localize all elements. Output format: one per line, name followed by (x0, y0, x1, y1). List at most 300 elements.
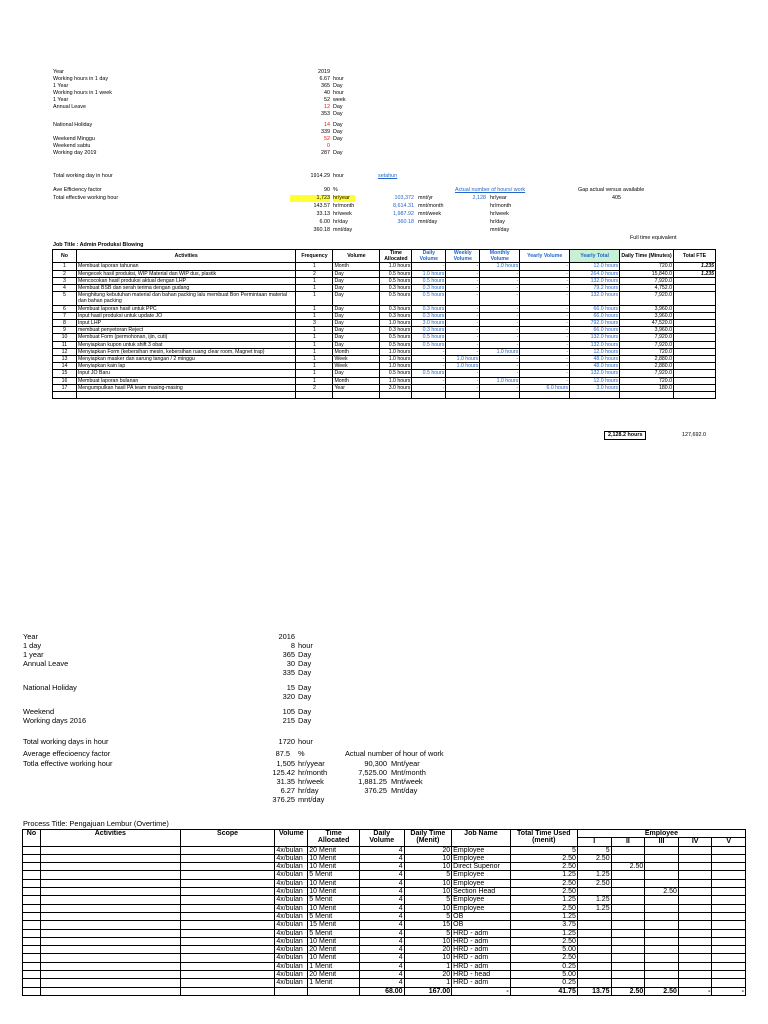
param-label: Weekend (23, 707, 55, 716)
cell-yt: 48.0 hours (570, 356, 620, 363)
cell-no: 5 (53, 292, 77, 305)
cell-e4 (678, 929, 712, 937)
cell-tt: 2.50 (510, 888, 577, 896)
cell-dv: 4 (359, 912, 404, 920)
cell-dt: 10 (404, 863, 452, 871)
cell-vol: 4x/bulan (275, 937, 308, 945)
cell-e4 (678, 954, 712, 962)
cell-e5 (712, 929, 746, 937)
cell-w: - (446, 305, 480, 312)
cell-e1 (577, 954, 611, 962)
column-header: No (53, 250, 77, 263)
cell-vol: 4x/bulan (275, 954, 308, 962)
cell-e1: 2.50 (577, 879, 611, 887)
param-label: Weekend sabtu (53, 143, 91, 149)
cell-yt: 66.0 hours (570, 312, 620, 319)
table-row (53, 377, 716, 384)
cell-empty (40, 904, 180, 912)
actual-hours-label: Actual number of hours/ work (455, 187, 526, 193)
param-label: Total working day in hour (53, 173, 113, 179)
cell-d: - (412, 384, 446, 391)
cell-e4 (678, 937, 712, 945)
cell-d: 0.5 hours (412, 341, 446, 348)
cell-dt: 10 (404, 954, 452, 962)
cell-t: 0.5 hours (380, 370, 412, 377)
cell-vol: Day (333, 370, 380, 377)
cell-empty (180, 979, 275, 987)
cell-job: Employee (452, 896, 511, 904)
actual-unit: hr/month (490, 203, 512, 209)
cell-dt: 20 (404, 946, 452, 954)
param-value: 6.67 (319, 76, 330, 82)
cell-t: 0.5 hours (380, 341, 412, 348)
cell-empty (180, 846, 275, 854)
cell-e4 (678, 871, 712, 879)
cell-fte: 1.235 (673, 263, 715, 270)
cell-e2 (611, 879, 645, 887)
cell-empty (333, 392, 380, 399)
gap-label: Gap actual versus available (578, 187, 645, 193)
param-unit: hour (298, 641, 313, 650)
param-label: 1 year (23, 650, 44, 659)
param-value: 30 (286, 659, 295, 668)
overtime-table (22, 829, 746, 996)
cell-no: 17 (53, 384, 77, 391)
cell-yt: 12.0 hours (570, 263, 620, 270)
cell-e5 (712, 879, 746, 887)
cell-fte (673, 363, 715, 370)
cell-tt: 2.50 (510, 879, 577, 887)
actual-unit: hr/day (490, 219, 505, 225)
cell-no: 14 (53, 363, 77, 370)
effective-unit: hr/day (333, 219, 348, 225)
cell-vol: 4x/bulan (275, 879, 308, 887)
effective-unit: mnt/day (298, 795, 325, 804)
cell-w: - (446, 384, 480, 391)
param-value: 52 (324, 136, 330, 142)
cell-dv: 4 (359, 863, 404, 871)
cell-t: 1.0 hours (380, 363, 412, 370)
table-row (23, 954, 746, 962)
cell-y: - (520, 327, 570, 334)
cell-w: 1.0 hours (446, 356, 480, 363)
cell-no: 8 (53, 320, 77, 327)
cell-act: Input JO Baru (76, 370, 296, 377)
cell-yt: 132.0 hours (570, 370, 620, 377)
effective-unit: hr/week (333, 211, 352, 217)
col-no: No (23, 830, 41, 847)
cell-m: 1.0 hours (480, 377, 520, 384)
param-value: 0 (327, 143, 330, 149)
minutes-unit: mnt/day (418, 219, 438, 225)
total-emp-1: 13.75 (577, 987, 611, 995)
cell-d: 0.3 hours (412, 327, 446, 334)
cell-e3 (645, 937, 679, 945)
cell-d: - (412, 263, 446, 270)
total-emp-5: - (712, 987, 746, 995)
avg-efficiency-label: Average effecioency factor (23, 749, 111, 758)
col-daily-volume: Daily Volume (359, 830, 404, 847)
cell-empty (23, 854, 41, 862)
cell-dv: 4 (359, 946, 404, 954)
total-daily-volume: 68.00 (359, 987, 404, 995)
cell-e2 (611, 979, 645, 987)
actual-unit: hr/week (490, 211, 509, 217)
cell-e3 (645, 921, 679, 929)
cell-vol: 4x/bulan (275, 863, 308, 871)
effective-value: 360.18 (313, 227, 330, 233)
cell-m: - (480, 370, 520, 377)
cell-vol: Month (333, 377, 380, 384)
cell-e3: 2.50 (645, 888, 679, 896)
cell-e3 (645, 904, 679, 912)
table-row (23, 946, 746, 954)
cell-empty (180, 896, 275, 904)
cell-f: 1 (296, 327, 333, 334)
cell-y: 6.0 hours (520, 384, 570, 391)
cell-empty (180, 871, 275, 879)
cell-e4 (678, 904, 712, 912)
cell-dv: 4 (359, 896, 404, 904)
total-time-used: 41.75 (510, 987, 577, 995)
cell-empty (296, 392, 333, 399)
cell-vol: Month (333, 348, 380, 355)
cell-empty (76, 392, 296, 399)
col-volume: Volume (275, 830, 308, 847)
cell-tt: 1.25 (510, 929, 577, 937)
cell-dt: 15 (404, 921, 452, 929)
cell-e1 (577, 912, 611, 920)
cell-fte (673, 285, 715, 292)
cell-t: 1.0 hours (380, 377, 412, 384)
cell-dt: 5 (404, 896, 452, 904)
cell-w: - (446, 292, 480, 305)
total-emp-4: - (678, 987, 712, 995)
cell-e4 (678, 912, 712, 920)
cell-e3 (645, 879, 679, 887)
cell-e5 (712, 921, 746, 929)
cell-e5 (712, 954, 746, 962)
cell-w: 1.0 hours (446, 363, 480, 370)
cell-e5 (712, 863, 746, 871)
cell-dt: 7,920.0 (620, 334, 674, 341)
cell-no: 2 (53, 270, 77, 277)
cell-fte (673, 348, 715, 355)
col-activities: Activities (40, 830, 180, 847)
cell-empty (180, 904, 275, 912)
table-row (23, 971, 746, 979)
cell-e2 (611, 904, 645, 912)
minutes-value: 360.18 (397, 219, 414, 225)
total-emp-3: 2.50 (645, 987, 679, 995)
column-header: Frequency (296, 250, 333, 263)
cell-act: Menyiapkan kupon untuk shift 3 obat (76, 341, 296, 348)
cell-job: HRD - head (452, 971, 511, 979)
cell-m: - (480, 363, 520, 370)
cell-e1 (577, 921, 611, 929)
cell-time: 20 Menit (308, 946, 360, 954)
cell-t: 0.3 hours (380, 327, 412, 334)
cell-y: - (520, 356, 570, 363)
cell-job: Direct Superior (452, 863, 511, 871)
cell-e5 (712, 846, 746, 854)
cell-f: 1 (296, 277, 333, 284)
cell-e2 (611, 871, 645, 879)
cell-e1 (577, 946, 611, 954)
cell-t: 0.3 hours (380, 305, 412, 312)
cell-empty (180, 879, 275, 887)
cell-empty (23, 921, 41, 929)
total-daily-time: 167.00 (404, 987, 452, 995)
cell-act: Membuat laporan tahunan (76, 263, 296, 270)
cell-fte (673, 377, 715, 384)
param-unit: Day (333, 122, 343, 128)
cell-e1 (577, 971, 611, 979)
param-unit: Day (298, 707, 312, 716)
cell-act: Membuat Form (permohonan, ijin, cuti) (76, 334, 296, 341)
cell-time: 10 Menit (308, 954, 360, 962)
cell-t: 1.0 hours (380, 348, 412, 355)
cell-empty (180, 863, 275, 871)
table-row (23, 921, 746, 929)
table-row (53, 263, 716, 270)
cell-dv: 4 (359, 921, 404, 929)
cell-vol: 4x/bulan (275, 846, 308, 854)
totals-row (23, 987, 746, 995)
param-label: Working day 2019 (53, 150, 97, 156)
cell-job: HRD - adm (452, 962, 511, 970)
minutes-unit: mnt/week (418, 211, 442, 217)
cell-no: 7 (53, 312, 77, 319)
param-value: 14 (324, 122, 330, 128)
cell-empty (23, 879, 41, 887)
cell-vol: 4x/bulan (275, 946, 308, 954)
cell-e5 (712, 962, 746, 970)
cell-dt: 10 (404, 888, 452, 896)
cell-t: 0.3 hours (380, 312, 412, 319)
actual-hours-work-label: Actual number of hour of work (345, 749, 444, 758)
cell-dt: 10 (404, 904, 452, 912)
cell-m: - (480, 285, 520, 292)
cell-dt: 180.0 (620, 384, 674, 391)
cell-e1: 5 (577, 846, 611, 854)
param-label: 1 day (23, 641, 42, 650)
cell-f: 1 (296, 356, 333, 363)
cell-no: 16 (53, 377, 77, 384)
cell-vol: Week (333, 356, 380, 363)
cell-act: Membuat laporan bulanan (76, 377, 296, 384)
cell-e2 (611, 846, 645, 854)
cell-m: 1.0 hours (480, 263, 520, 270)
effective-unit: mnt/day (333, 227, 353, 233)
cell-y: - (520, 363, 570, 370)
cell-empty (23, 863, 41, 871)
cell-empty (23, 888, 41, 896)
cell-empty (570, 392, 620, 399)
actual-value: 1,881.25 (358, 777, 387, 786)
cell-e2 (611, 888, 645, 896)
cell-dv: 4 (359, 979, 404, 987)
cell-m: - (480, 320, 520, 327)
col-job-name: Job Name (452, 830, 511, 847)
actual-unit: mnt/day (490, 227, 510, 233)
column-header: Daily Volume (412, 250, 446, 263)
cell-dv: 4 (359, 846, 404, 854)
cell-vol: Day (333, 327, 380, 334)
cell-tt: 3.75 (510, 921, 577, 929)
param-value: 320 (282, 692, 295, 701)
cell-empty (40, 863, 180, 871)
total-emp-2: 2.50 (611, 987, 645, 995)
cell-y: - (520, 377, 570, 384)
table-row (23, 854, 746, 862)
cell-e2 (611, 937, 645, 945)
cell-empty (23, 962, 41, 970)
cell-e4 (678, 863, 712, 871)
cell-d: 1.0 hours (412, 270, 446, 277)
param-value: 12 (324, 104, 330, 110)
cell-y: - (520, 370, 570, 377)
minutes-value: 103,372 (394, 195, 414, 201)
effective-value: 125.42 (272, 768, 295, 777)
cell-d: - (412, 363, 446, 370)
column-header: Yearly Total (570, 250, 620, 263)
cell-e5 (712, 896, 746, 904)
cell-empty (40, 846, 180, 854)
param-unit: hour (333, 76, 344, 82)
cell-w: - (446, 327, 480, 334)
param-unit: Day (298, 659, 312, 668)
cell-vol: Day (333, 320, 380, 327)
table-row (23, 929, 746, 937)
table-row (53, 341, 716, 348)
cell-yt: 48.0 hours (570, 363, 620, 370)
cell-e4 (678, 962, 712, 970)
cell-t: 1.0 hours (380, 320, 412, 327)
cell-time: 10 Menit (308, 937, 360, 945)
cell-tt: 1.25 (510, 871, 577, 879)
column-header: Total FTE (673, 250, 715, 263)
param-value: 15 (286, 683, 295, 692)
param-unit: Day (298, 716, 312, 725)
cell-empty (23, 904, 41, 912)
cell-act: Input LHP (76, 320, 296, 327)
cell-w: - (446, 270, 480, 277)
table-row (53, 356, 716, 363)
param-value: 215 (282, 716, 295, 725)
actual-unit: Mnt/week (391, 777, 423, 786)
cell-w: - (446, 277, 480, 284)
cell-empty (520, 392, 570, 399)
param-value: 339 (321, 129, 330, 135)
cell-empty (412, 392, 446, 399)
cell-tt: 5.00 (510, 971, 577, 979)
cell-time: 5 Menit (308, 929, 360, 937)
cell-time: 20 Menit (308, 846, 360, 854)
cell-dt: 4,752.0 (620, 285, 674, 292)
cell-y: - (520, 348, 570, 355)
cell-e5 (712, 888, 746, 896)
cell-dv: 4 (359, 937, 404, 945)
param-unit: Day (333, 150, 343, 156)
cell-dt: 7,920.0 (620, 277, 674, 284)
cell-yt: 3.0 hours (570, 384, 620, 391)
cell-f: 3 (296, 320, 333, 327)
cell-vol: 4x/bulan (275, 962, 308, 970)
param-label: Year (23, 632, 38, 641)
column-header: Weekly Volume (446, 250, 480, 263)
cell-no: 10 (53, 334, 77, 341)
cell-time: 5 Menit (308, 912, 360, 920)
cell-dt: 3,960.0 (620, 305, 674, 312)
cell-fte (673, 356, 715, 363)
cell-empty (23, 846, 41, 854)
cell-act: Membuat BSB dan serah terima dengan gudang (76, 285, 296, 292)
cell-job: HRD - adm (452, 929, 511, 937)
cell-vol: 4x/bulan (275, 854, 308, 862)
cell-f: 1 (296, 285, 333, 292)
cell-act: Menyiapkan Form (kebersihan mesin, kebersihan ruang clear room, Magnet trap) (76, 348, 296, 355)
cell-m: - (480, 292, 520, 305)
activity-table (52, 249, 716, 399)
cell-time: 10 Menit (308, 863, 360, 871)
cell-m: - (480, 312, 520, 319)
effective-value: 33.13 (316, 211, 330, 217)
cell-fte (673, 327, 715, 334)
cell-empty (23, 946, 41, 954)
minutes-unit: mnt/month (418, 203, 444, 209)
cell-vol: Week (333, 363, 380, 370)
cell-w: - (446, 377, 480, 384)
cell-empty (23, 937, 41, 945)
cell-empty (40, 912, 180, 920)
cell-no: 11 (53, 341, 77, 348)
cell-time: 10 Menit (308, 888, 360, 896)
effective-unit: hr/week (298, 777, 324, 786)
cell-vol: Day (333, 312, 380, 319)
cell-tt: 1.25 (510, 912, 577, 920)
cell-act: membuat penyetoran Reject (76, 327, 296, 334)
effective-value: 1,723 (290, 195, 330, 202)
cell-vol: 4x/bulan (275, 921, 308, 929)
cell-time: 15 Menit (308, 921, 360, 929)
cell-vol: 4x/bulan (275, 912, 308, 920)
cell-d: 0.3 hours (412, 305, 446, 312)
param-label: Total working days in hour (23, 737, 109, 746)
cell-y: - (520, 285, 570, 292)
cell-empty (23, 912, 41, 920)
table-row (53, 305, 716, 312)
cell-empty (180, 954, 275, 962)
cell-e2 (611, 896, 645, 904)
cell-time: 10 Menit (308, 879, 360, 887)
cell-yt: 792.0 hours (570, 320, 620, 327)
cell-f: 1 (296, 312, 333, 319)
table-row (53, 312, 716, 319)
cell-e1 (577, 979, 611, 987)
cell-job: Employee (452, 904, 511, 912)
cell-e3 (645, 912, 679, 920)
cell-e4 (678, 971, 712, 979)
cell-time: 10 Menit (308, 904, 360, 912)
table-row (53, 363, 716, 370)
cell-empty (40, 929, 180, 937)
param-unit: hour (333, 173, 344, 179)
cell-empty (180, 888, 275, 896)
cell-d: 0.3 hours (412, 312, 446, 319)
cell-e3 (645, 954, 679, 962)
cell-empty (53, 392, 77, 399)
